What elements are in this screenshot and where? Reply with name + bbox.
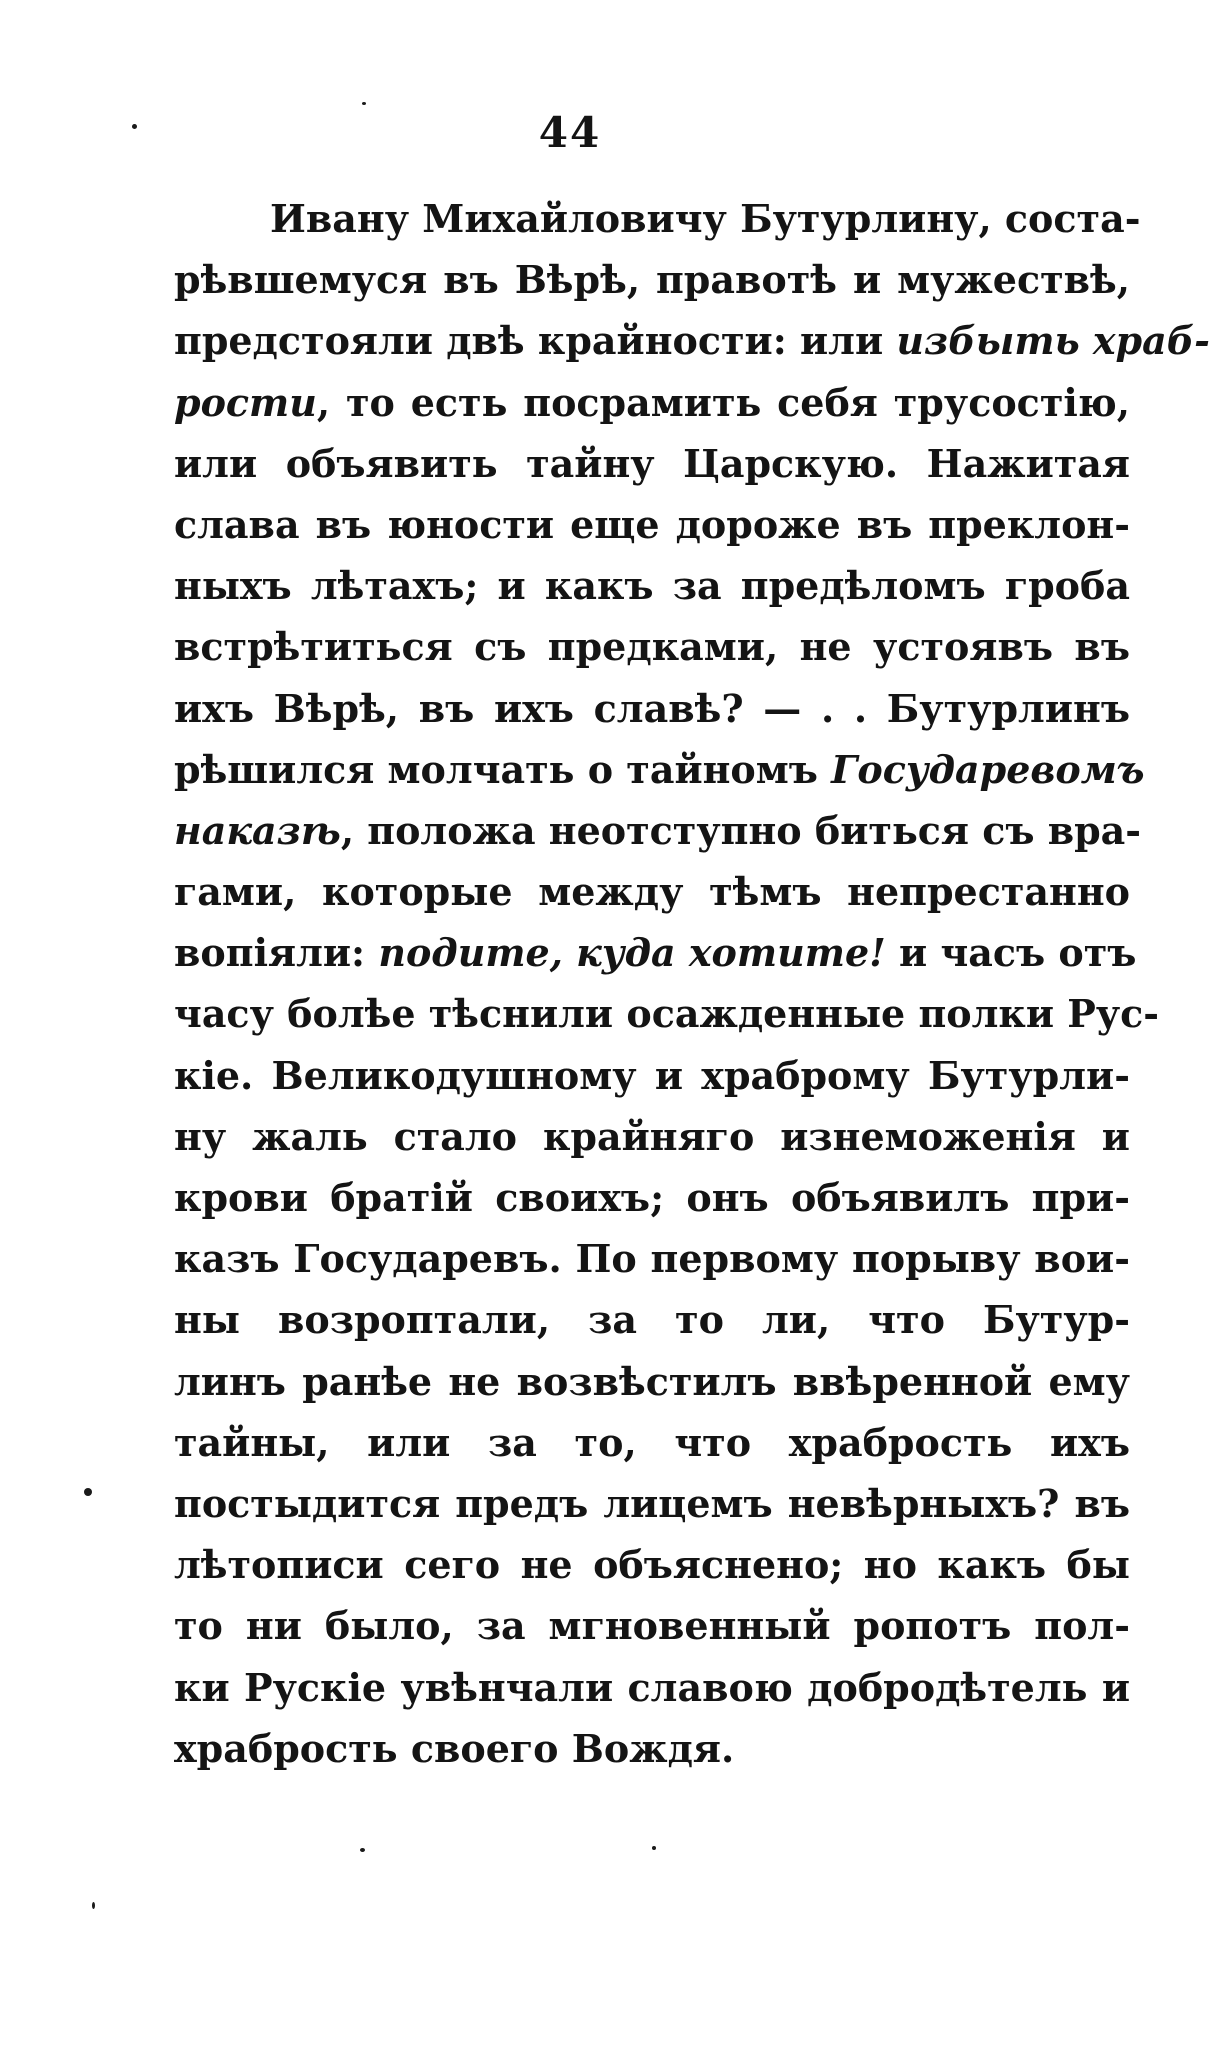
text-run: ну жаль стало крайняго изнеможенія и [174,1113,1130,1159]
text-line [174,433,1130,494]
text-line [174,1351,1130,1412]
text-run: , то есть посрамить себя трусостію, [316,379,1130,425]
text-line [174,1473,1130,1534]
text-run: рѣвшемуся въ Вѣрѣ, правотѣ и мужествѣ, [174,257,1130,303]
italic-text: избыть храб- [896,318,1210,364]
italic-text: рости [174,379,317,425]
text-line [174,1595,1130,1656]
text-run: ныхъ лѣтахъ; и какъ за предѣломъ гроба [174,563,1130,609]
text-run: или объявить тайну Царскую. Нажитая [174,440,1130,486]
italic-text: Государевомъ [831,746,1145,792]
text-line [174,249,1130,310]
scan-speck [362,102,366,105]
text-line [174,983,1160,1044]
text-line [174,800,1142,861]
text-run: Ивану Михайловичу Бутурлину, соста- [270,196,1141,241]
text-line [174,1228,1130,1289]
text-line [174,1718,1130,1779]
text-line [174,1289,1130,1350]
italic-text: наказѣ [174,807,341,853]
text-run: лѣтописи сего не объяснено; но какъ бы [174,1542,1130,1588]
text-run: ны возроптали, за то ли, что Бутур- [174,1297,1130,1343]
text-run: храбрость своего Вождя. [174,1725,735,1771]
text-line [174,1534,1130,1595]
text-run: и часъ отъ [885,930,1137,976]
text-run: ки Рускіе увѣнчали славою добродѣтель и [174,1664,1130,1710]
text-run: встрѣтиться съ предками, не устоявъ въ [174,624,1130,670]
text-line [174,922,1137,983]
text-line [174,1657,1130,1718]
text-run: линъ ранѣе не возвѣстилъ ввѣренной ему [174,1358,1130,1404]
scan-speck [132,124,137,129]
text-run: часу болѣе тѣснили осажденные полки Рус- [174,991,1160,1037]
text-run: ихъ Вѣрѣ, въ ихъ славѣ? — . . Бутурлинъ [174,685,1130,731]
text-run: предстояли двѣ крайности: или [174,318,897,364]
scan-speck [360,1848,365,1852]
text-line [174,372,1130,433]
scan-speck [84,1488,92,1496]
scan-speck [92,1902,95,1909]
text-line [174,678,1130,739]
text-line [174,616,1130,677]
text-line [174,555,1130,616]
text-line [174,739,1145,800]
text-line [174,861,1130,922]
text-run: рѣшился молчать о тайномъ [174,746,832,792]
text-run: постыдится предъ лицемъ невѣрныхъ? въ [174,1480,1130,1526]
text-line [174,310,1210,371]
text-run: казъ Государевъ. По первому порыву вои- [174,1236,1130,1282]
text-line [174,1106,1130,1167]
italic-text: подите, куда хотите! [378,930,886,976]
text-run: тайны, или за то, что храбрость ихъ [174,1419,1130,1465]
text-run: кіе. Великодушному и храброму Бутурли- [174,1052,1130,1098]
text-line [174,1167,1130,1228]
text-run: вопіяли: [174,930,379,976]
text-run: крови братій своихъ; онъ объявилъ при- [174,1175,1130,1220]
text-run: слава въ юности еще дороже въ преклон- [174,501,1130,547]
text-run: гами, которые между тѣмъ непрестанно [174,869,1130,915]
text-run: , положа неотступно биться съ вра- [340,807,1142,853]
scan-speck [652,1846,656,1850]
body-text [174,188,1210,1779]
text-line [174,188,1141,249]
page-number: 44 [538,108,602,157]
text-line [174,1045,1130,1106]
text-line [174,494,1130,555]
text-run: то ни было, за мгновенный ропотъ пол- [174,1603,1130,1649]
text-line [174,1412,1130,1473]
